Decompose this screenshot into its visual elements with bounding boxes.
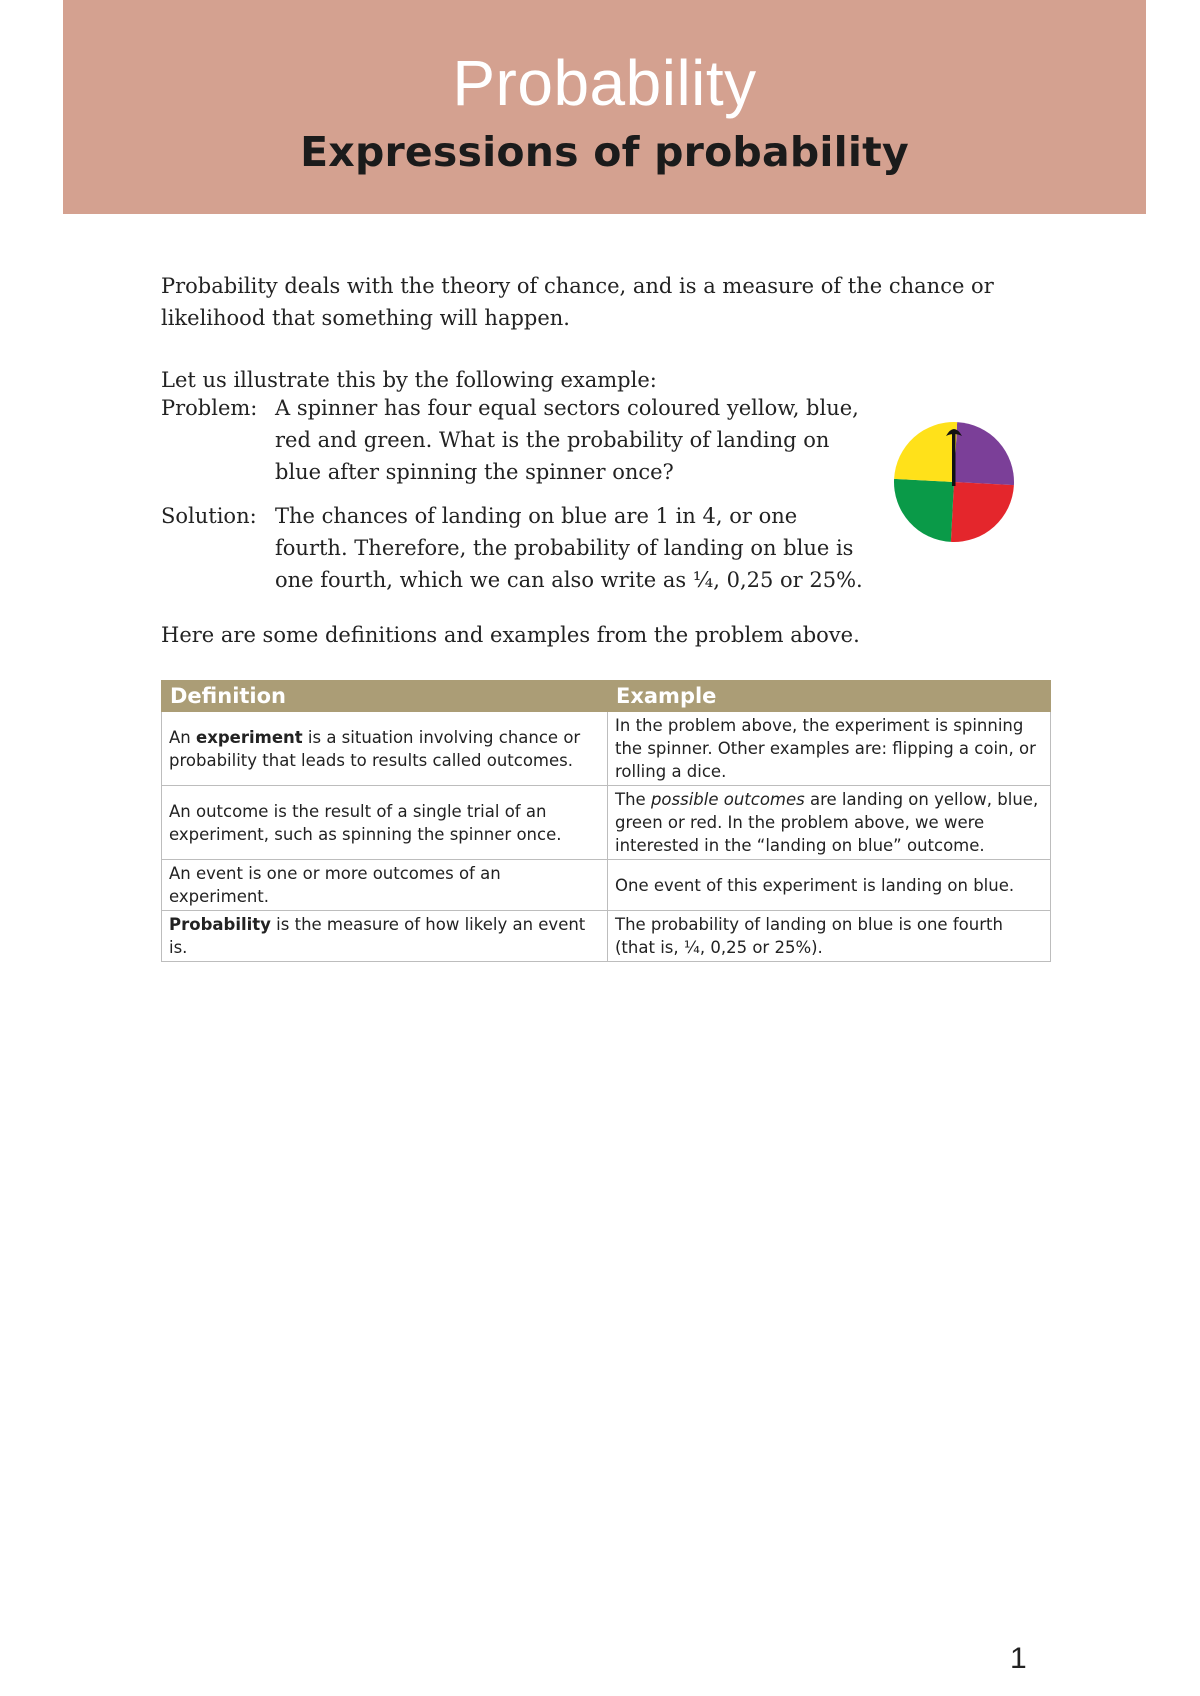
- example-cell: One event of this experiment is landing on blue.: [608, 860, 1051, 911]
- definition-cell: An experiment is a situation involving chance or probability that leads to results called outcomes.: [162, 712, 608, 786]
- spinner-sector-purple: [954, 422, 1017, 485]
- spinner-pointer-shaft: [952, 432, 956, 486]
- spinner-illustration: [888, 416, 1020, 548]
- table-header-row: [162, 681, 1051, 712]
- definitions-lead: Here are some definitions and examples from the problem above.: [161, 623, 860, 647]
- problem-text: A spinner has four equal sectors coloured yellow, blue, red and green. What is the probability of landing on blue after spinning the spinner once?: [275, 396, 859, 484]
- example-cell: The probability of landing on blue is one fourth (that is, ¼, 0,25 or 25%).: [608, 911, 1051, 962]
- table-row: [162, 712, 1051, 786]
- page-subtitle: Expressions of probability: [300, 128, 909, 176]
- intro-paragraph: Probability deals with the theory of chance, and is a measure of the chance or likelihood that something will happen.: [161, 274, 994, 330]
- header-example: Example: [608, 681, 1051, 712]
- page-number: 1: [1010, 1642, 1027, 1675]
- page-title: Probability: [452, 47, 757, 119]
- spinner-sector-red: [951, 482, 1014, 545]
- definition-cell: Probability is the measure of how likely an event is.: [162, 911, 608, 962]
- header-banner: [63, 0, 1146, 214]
- term-probability: Probability: [169, 915, 271, 934]
- example-cell: The possible outcomes are landing on yellow, blue, green or red. In the problem above, we were interested in the “landing on blue” outcome.: [608, 786, 1051, 860]
- header-definition: Definition: [162, 681, 608, 712]
- definition-cell: An event is one or more outcomes of an experiment.: [162, 860, 608, 911]
- spinner-sector-green: [891, 479, 954, 542]
- table-row: [162, 786, 1051, 860]
- table-row: [162, 911, 1051, 962]
- example-lead: Let us illustrate this by the following example:: [161, 368, 657, 392]
- definitions-table: [161, 680, 1051, 962]
- definition-cell: An outcome is the result of a single trial of an experiment, such as spinning the spinner once.: [162, 786, 608, 860]
- table-row: [162, 860, 1051, 911]
- term-experiment: experiment: [196, 727, 303, 747]
- solution-label: Solution:: [161, 504, 257, 528]
- example-cell: In the problem above, the experiment is spinning the spinner. Other examples are: flipping a coin, or rolling a dice.: [608, 712, 1051, 786]
- solution-text: The chances of landing on blue are 1 in 4, or one fourth. Therefore, the probability of landing on blue is one fourth, which we can also write as ¼, 0,25 or 25%.: [275, 504, 863, 592]
- spinner-sector-yellow: [894, 419, 957, 482]
- problem-label: Problem:: [161, 396, 258, 420]
- term-possible-outcomes: possible outcomes: [650, 790, 805, 809]
